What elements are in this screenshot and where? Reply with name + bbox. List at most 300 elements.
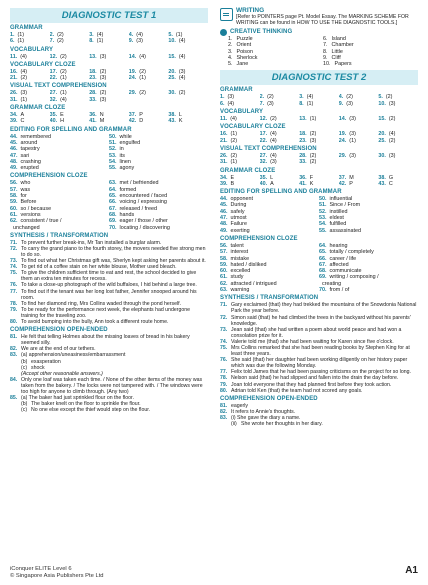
sub-label: (b): [21, 401, 28, 408]
list-item: [220, 302, 418, 314]
question-number: 39.: [220, 180, 228, 187]
answer-value: (1): [139, 75, 146, 82]
question-number: 4.: [228, 54, 233, 61]
sub-label: (c): [21, 364, 28, 371]
answer-value: (3): [349, 116, 356, 123]
question-number: 1.: [228, 36, 233, 42]
section-heading: EDITING FOR SPELLING AND GRAMMAR: [10, 126, 132, 133]
writing-pencil-icon: [220, 8, 233, 21]
answer-value: voicing / expressing: [119, 199, 167, 206]
answer-row: [10, 118, 208, 124]
answer-value: (3): [227, 94, 235, 101]
answer-value: (3): [388, 152, 396, 159]
question-number: 32.: [49, 96, 58, 103]
answer-value: Poison: [236, 48, 253, 55]
answer-cell: [220, 287, 319, 293]
question-number: 48.: [10, 158, 18, 165]
answer-value: (4): [96, 32, 104, 38]
answer-text: Nelson said (that) he had slipped and fallen into the drain the day before.: [231, 375, 399, 382]
question-number: 51.: [109, 139, 117, 146]
answer-text: The baker knelt on the floor to sprinkle the flour.: [31, 401, 141, 408]
answer-value: assassinated: [329, 227, 361, 234]
question-number: 4.: [128, 32, 134, 38]
question-number: 13.: [299, 116, 307, 123]
answer-value: (3): [99, 96, 107, 103]
answer-value: (1): [60, 75, 67, 82]
answer-value: (1): [96, 38, 104, 45]
answer-value: Failure: [230, 221, 247, 228]
question-number: 62.: [10, 218, 18, 225]
answer-value: locating / discovering: [119, 224, 170, 231]
answer-value: (2): [388, 116, 396, 123]
question-number: 60.: [220, 268, 228, 275]
answer-value: for: [20, 193, 27, 200]
question-number: 71.: [10, 239, 18, 246]
answer-cell: [260, 116, 300, 122]
question-number: 46.: [220, 208, 228, 215]
answer-value: affected: [329, 261, 349, 268]
question-number: 76.: [10, 282, 18, 289]
footer-copyright: © Singapore Asia Publishers Pte Ltd: [10, 573, 104, 579]
question-number: 9.: [128, 38, 134, 45]
answer-text: We are at the end of our tethers.: [21, 346, 96, 353]
question-number: 5.: [228, 61, 233, 68]
answer-value: (4): [270, 131, 277, 138]
answer-cell: [220, 181, 260, 187]
answer-cell: [89, 75, 129, 81]
question-number: 3.: [228, 48, 233, 55]
answer-value: G: [388, 174, 394, 181]
question-number: 16.: [10, 68, 18, 75]
question-number: 27.: [259, 152, 268, 159]
question-number: 68.: [319, 268, 327, 275]
answer-value: Papers: [334, 61, 352, 68]
answer-value: (3): [178, 68, 186, 75]
question-number: 35.: [49, 112, 58, 119]
list-item: [10, 319, 208, 325]
answer-value: linen: [119, 158, 131, 165]
answer-value: (4): [136, 32, 143, 38]
answer-text: (a) The baker had just sprinkled flour on the floor.: [21, 395, 134, 402]
answer-value: from / of: [329, 287, 350, 294]
section-heading: VOCABULARY: [10, 46, 54, 53]
answer-value: hearing: [329, 242, 348, 249]
test-title: DIAGNOSTIC TEST 1: [10, 8, 208, 23]
lightbulb-icon: [220, 29, 227, 36]
answer-cell: [109, 225, 208, 231]
answer-value: formed: [119, 186, 137, 193]
question-number: 22.: [259, 137, 268, 144]
question-number: 53.: [109, 152, 117, 159]
question-number: 11.: [10, 53, 18, 60]
writing-section: [220, 8, 418, 26]
question-number: 42.: [128, 118, 137, 125]
question-number: 69.: [319, 274, 327, 281]
answer-value: warning: [230, 287, 250, 294]
answer-text: Gary exclaimed (that) they had trekked the mountains of the Snowdonia National Park the year before.: [231, 302, 417, 315]
answer-value: so / because: [20, 205, 52, 212]
answer-value: (3): [99, 53, 107, 60]
question-number: 23.: [299, 137, 307, 144]
answer-text: Simon said (that) he had climbed the trees in the backyard without his parents' knowledge.: [231, 314, 411, 327]
question-number: 38.: [378, 174, 386, 181]
answer-cell: [319, 228, 418, 234]
question-number: 29.: [128, 90, 137, 97]
answer-cell: [339, 101, 379, 107]
section-heading: COMPREHENSION OPEN-ENDED: [10, 327, 108, 334]
question-number: 67.: [109, 205, 117, 212]
answer-value: (3): [270, 159, 277, 166]
question-number: 24.: [338, 137, 347, 144]
question-number: 43.: [168, 118, 176, 125]
answer-cell: [299, 159, 339, 165]
question-number: 7.: [259, 100, 265, 107]
question-number: 61.: [10, 211, 18, 218]
answer-value: (2): [60, 68, 67, 75]
answer-value: E: [230, 174, 235, 181]
answer-value: (4): [270, 152, 277, 159]
question-number: 66.: [109, 199, 117, 206]
question-number: 56.: [10, 180, 18, 187]
answer-value: (4): [178, 38, 186, 45]
question-number: 58.: [220, 255, 228, 262]
question-number: 57.: [220, 249, 228, 256]
question-number: 25.: [378, 137, 386, 144]
creative-heading-row: [220, 29, 418, 36]
section-heading: GRAMMAR CLOZE: [10, 105, 66, 112]
question-number: 4.: [338, 94, 344, 101]
answer-value: Island: [331, 36, 346, 42]
answer-cell: [129, 75, 169, 81]
answer-list: [220, 302, 418, 393]
answer-cell: [378, 181, 418, 187]
answer-cell: [260, 181, 300, 187]
answer-value: creating: [322, 280, 342, 287]
question-number: 65.: [109, 193, 117, 200]
answer-value: C: [388, 180, 393, 187]
question-number: 27.: [49, 90, 58, 97]
answer-value: remembered: [20, 133, 52, 140]
answer-cell: [299, 116, 339, 122]
answer-cell: [10, 54, 50, 60]
answer-value: (3): [267, 100, 274, 107]
question-number: 45.: [10, 139, 18, 146]
question-number: 16.: [220, 131, 228, 138]
answer-text: Mrs Collins remarked that she had been reading books by Stephen King for at least three years.: [231, 344, 410, 358]
question-number: 36.: [299, 174, 307, 181]
answer-cell: [10, 118, 50, 124]
question-number: 44.: [220, 196, 228, 203]
answer-value: Sherlock: [236, 54, 258, 61]
answer-text: To get rid of a coffee stain on her white blouse, Mother used bleach.: [21, 264, 177, 271]
question-number: 71.: [220, 302, 228, 309]
answer-value: was: [20, 186, 31, 193]
question-number: 77.: [10, 288, 18, 295]
answer-value: (4): [388, 131, 396, 138]
answer-value: writing / composing /: [329, 274, 379, 281]
question-number: 75.: [220, 344, 228, 351]
question-number: 83.: [10, 352, 18, 359]
answer-cell: [129, 38, 169, 44]
answer-text: To find out if the tenant was her long lost father, Jennifer snooped around his room.: [21, 288, 197, 301]
answer-value: influential: [329, 196, 353, 203]
answer-value: (4): [306, 94, 314, 101]
question-number: 63.: [109, 180, 117, 187]
answer-cell: [89, 38, 129, 44]
answer-text: shock: [31, 364, 45, 371]
section-heading: COMPREHENSION CLOZE: [10, 173, 88, 180]
answer-row: [10, 225, 208, 231]
question-number: 10.: [378, 100, 386, 107]
answer-text: To avoid bumping into the bully, Ann took a different route home.: [21, 319, 169, 326]
answer-value: consistent / true /: [20, 218, 62, 225]
answer-value: sari: [20, 152, 30, 159]
question-number: 14.: [338, 116, 347, 123]
answer-cell: [299, 138, 339, 144]
answer-text: eagerly: [231, 402, 249, 409]
question-number: 81.: [10, 334, 18, 341]
question-number: 64.: [319, 242, 327, 249]
section-heading: EDITING FOR SPELLING AND GRAMMAR: [220, 189, 342, 196]
answer-value: met / befriended: [119, 180, 159, 187]
answer-cell: [220, 159, 260, 165]
question-number: 50.: [319, 196, 327, 203]
question-number: 22.: [49, 75, 58, 82]
question-number: 80.: [220, 387, 228, 394]
answer-text: No one else except the thief would step on the flour.: [31, 407, 151, 414]
question-number: 2.: [259, 94, 265, 101]
answer-value: (1): [17, 32, 25, 38]
question-number: 23.: [89, 75, 97, 82]
question-number: 59.: [10, 199, 18, 206]
question-number: 26.: [220, 152, 228, 159]
answer-value: (4): [139, 53, 146, 60]
answer-cell: [220, 138, 260, 144]
answer-value: (3): [346, 100, 353, 107]
question-number: 31.: [10, 96, 18, 103]
answer-value: M: [99, 118, 105, 125]
question-number: 81.: [220, 402, 228, 409]
answer-value: (3): [99, 75, 107, 82]
sub-item: [220, 421, 418, 427]
answer-value: who: [20, 180, 31, 187]
answer-value: (2): [57, 32, 64, 38]
answer-cell: [50, 38, 90, 44]
question-number: 74.: [10, 264, 18, 271]
answer-value: (2): [309, 159, 317, 166]
answer-value: (2): [230, 152, 238, 159]
question-number: 42.: [338, 180, 347, 187]
question-number: 83.: [220, 414, 228, 421]
answer-value: agony: [119, 165, 135, 172]
test-title: DIAGNOSTIC TEST 2: [220, 70, 418, 85]
question-number: 12.: [259, 116, 268, 123]
question-number: 33.: [89, 96, 97, 103]
question-number: 74.: [220, 338, 228, 345]
answer-value: (3): [136, 38, 143, 45]
sub-item: [10, 407, 208, 413]
answer-cell: [10, 38, 50, 44]
answer-value: (3): [309, 137, 317, 144]
section-heading: CREATIVE THINKING: [230, 29, 293, 35]
list-item: [220, 388, 418, 394]
question-number: 18.: [299, 131, 307, 138]
answer-text: Valerie told me (that) she had been waiting for Karen since five o'clock.: [231, 338, 394, 345]
answer-cell: [339, 181, 379, 187]
question-number: 55.: [319, 227, 327, 234]
answer-value: career / life: [329, 255, 357, 262]
answer-value: (2): [60, 53, 67, 60]
answer-cell: [339, 159, 379, 165]
answer-value: A: [270, 180, 274, 187]
answer-value: (1): [17, 38, 25, 45]
question-number: 67.: [319, 261, 327, 268]
answer-row: [10, 165, 208, 171]
answer-cell: [168, 38, 208, 44]
answer-value: (3): [388, 100, 396, 107]
answer-cell: [168, 118, 208, 124]
answer-value: (1): [60, 90, 67, 97]
answer-value: A: [20, 112, 25, 119]
question-number: 17.: [49, 68, 58, 75]
answer-text: To take a close-up photograph of the wild buffaloes, I hid behind a large tree.: [21, 282, 197, 289]
answer-value: (4): [20, 68, 28, 75]
answer-value: fulfilled: [329, 221, 347, 228]
question-number: 45.: [220, 202, 228, 209]
answer-value: L: [178, 112, 182, 119]
writing-note: [Refer to POINTERS page Pt. Model Essay. The MARKING SCHEME FOR WRITING can be found in HOW TO USE THE DIAGNOSTIC TOOLS.]: [236, 14, 409, 26]
question-number: 28.: [89, 90, 97, 97]
question-number: 19.: [338, 131, 347, 138]
question-number: 3.: [299, 94, 304, 101]
answer-value: (1): [306, 100, 314, 107]
answer-cell: [260, 159, 300, 165]
list-item: [220, 315, 418, 327]
answer-value: (3): [20, 90, 28, 97]
question-number: 59.: [220, 261, 228, 268]
answer-cell: [168, 54, 208, 60]
answer-text: Joan told everyone that they had planned first before they took action.: [231, 381, 392, 388]
answer-value: F: [309, 174, 313, 181]
question-number: 10.: [168, 38, 176, 45]
question-number: 73.: [220, 326, 228, 333]
answer-cell: [319, 287, 418, 293]
list-item: [10, 307, 208, 319]
question-number: 30.: [168, 90, 176, 97]
answer-value: its: [119, 152, 125, 159]
answer-text: It refers to Annie's thoughts.: [231, 408, 296, 415]
writing-title: WRITING: [236, 7, 265, 14]
answer-value: (2): [57, 38, 64, 45]
question-number: 21.: [10, 75, 18, 82]
answer-text: To find out what her Christmas gift was, Sherlyn kept asking her parents about it.: [21, 258, 206, 265]
answer-cell: [339, 138, 379, 144]
answer-value: crashing: [20, 158, 41, 165]
answer-row: [220, 228, 418, 234]
section-heading: COMPREHENSION OPEN-ENDED: [220, 395, 318, 402]
section-heading: SYNTHESIS / TRANSFORMATION: [10, 232, 109, 239]
sub-item: [10, 365, 208, 371]
question-number: 76.: [220, 357, 228, 364]
answer-cell: [168, 75, 208, 81]
answer-row: [220, 287, 418, 293]
answer-value: Cliff: [331, 54, 341, 61]
question-number: 73.: [10, 258, 18, 265]
question-number: 9.: [338, 100, 344, 107]
question-number: 68.: [109, 211, 117, 218]
question-number: 26.: [10, 90, 18, 97]
answer-cell: [50, 54, 90, 60]
question-number: 12.: [49, 53, 58, 60]
question-number: 64.: [109, 186, 117, 193]
answer-value: (1): [230, 131, 238, 138]
question-number: 1.: [10, 32, 15, 38]
answer-cell: [220, 101, 260, 107]
answer-value: (1): [20, 96, 28, 103]
answer-value: (2): [267, 94, 274, 101]
question-number: 3.: [89, 32, 94, 38]
question-number: 10.: [323, 61, 331, 68]
question-number: 69.: [109, 218, 117, 225]
question-number: 25.: [168, 75, 176, 82]
answer-value: (1): [175, 32, 183, 38]
answer-value: (2): [230, 137, 238, 144]
answer-cell: [339, 116, 379, 122]
question-number: 60.: [10, 205, 18, 212]
question-number: 15.: [168, 53, 176, 60]
answer-cell: [89, 97, 129, 103]
answer-value: talent: [230, 242, 244, 249]
question-number: 36.: [89, 112, 97, 119]
writing-block: [236, 8, 418, 26]
question-number: 65.: [319, 249, 327, 256]
question-number: 63.: [220, 287, 228, 294]
answer-cell: [260, 138, 300, 144]
question-number: 11.: [220, 116, 228, 123]
answer-row: [10, 75, 208, 81]
list-item: [10, 270, 208, 282]
question-number: 70.: [319, 287, 327, 294]
question-number: 55.: [109, 165, 117, 172]
answer-value: Since / From: [329, 202, 361, 209]
question-number: 43.: [378, 180, 386, 187]
answer-row: [220, 61, 418, 67]
question-number: 39.: [10, 118, 18, 125]
answer-value: N: [99, 112, 104, 119]
answer-value: around: [20, 139, 38, 146]
section-heading: VOCABULARY CLOZE: [220, 124, 286, 131]
question-number: 47.: [220, 215, 228, 222]
answer-list: [10, 240, 208, 325]
answer-value: encountered / faced: [119, 193, 168, 200]
answer-row: [220, 116, 418, 122]
answer-value: Puzzle: [236, 36, 253, 42]
question-number: 79.: [10, 306, 18, 313]
answer-value: Before: [20, 199, 37, 206]
question-number: 82.: [10, 346, 18, 353]
answer-value: (2): [99, 90, 107, 97]
sub-label: (c): [21, 407, 28, 414]
answer-text: exasperation: [31, 358, 61, 365]
question-number: 49.: [10, 165, 18, 172]
answer-value: exerting: [230, 227, 250, 234]
answer-value: versions: [20, 211, 41, 218]
answer-value: L: [270, 174, 274, 181]
answer-value: tapestry: [20, 146, 40, 153]
answer-value: (2): [139, 90, 146, 97]
answer-cell: [50, 97, 90, 103]
question-number: 78.: [220, 375, 228, 382]
